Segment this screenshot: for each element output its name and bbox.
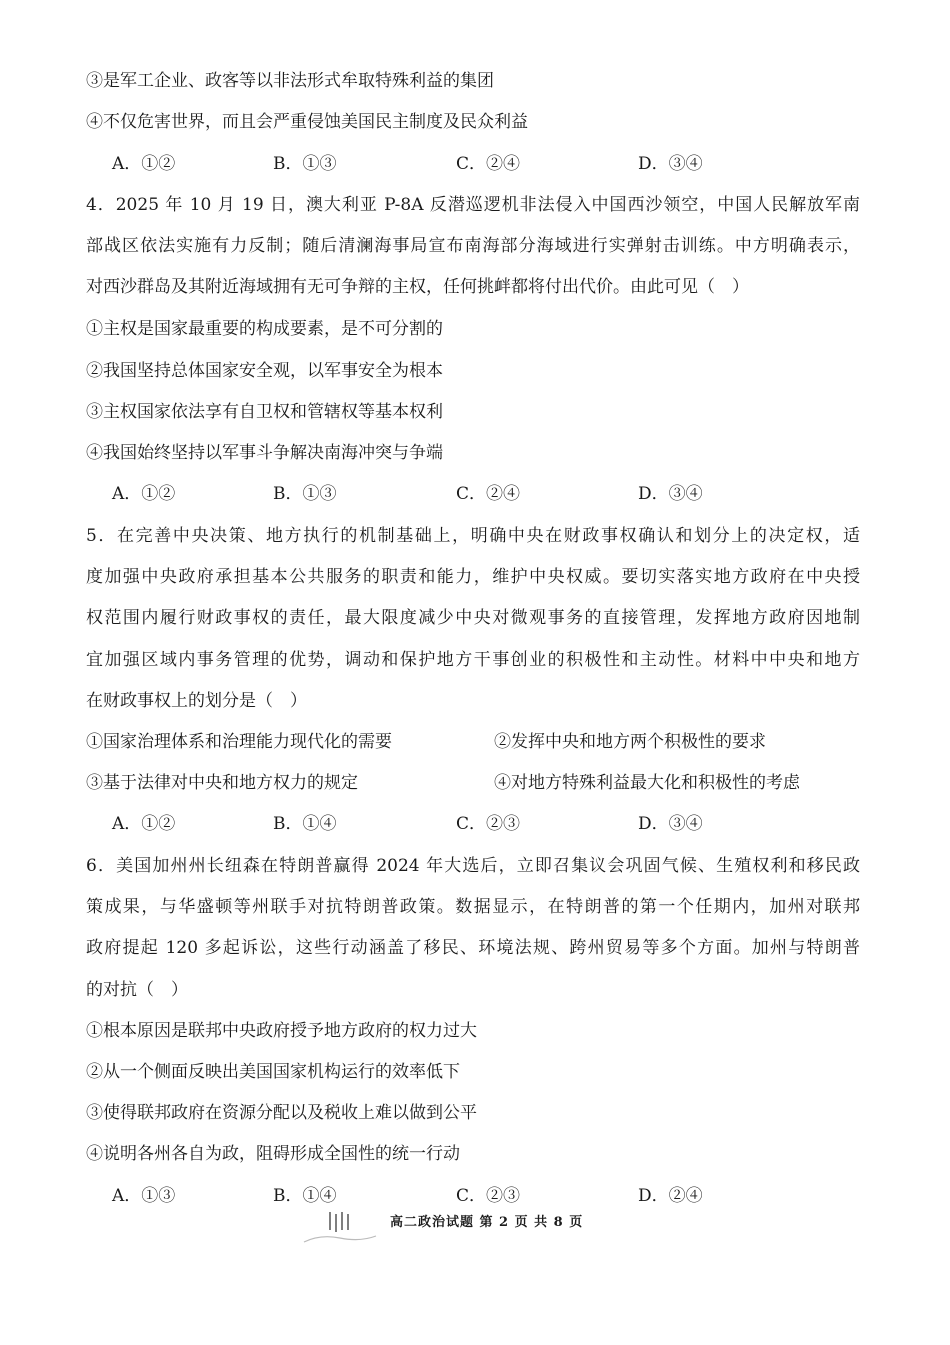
q6-option-a: A．①③ — [112, 1186, 176, 1206]
q3-option-a: A．①② — [112, 154, 176, 174]
scan-scribble-mark — [300, 1208, 380, 1248]
q3-item-4: ④不仅危害世界，而且会严重侵蚀美国民主制度及民众利益 — [86, 112, 528, 132]
q6-stem-line: 6．美国加州州长纽森在特朗普赢得 2024 年大选后，立即召集议会巩固气候、生殖权利和移民政 — [86, 856, 860, 876]
q5-stem-line: 宜加强区域内事务管理的优势，调动和保护地方干事创业的积极性和主动性。材料中中央和地方 — [86, 650, 860, 670]
q4-stem-line: 部战区依法实施有力反制；随后清澜海事局宣布南海部分海域进行实弹射击训练。中方明确表示， — [86, 236, 860, 256]
q3-option-b: B．①③ — [273, 154, 337, 174]
q4-item-2: ②我国坚持总体国家安全观，以军事安全为根本 — [86, 361, 443, 381]
q4-option-b: B．①③ — [273, 484, 337, 504]
q3-option-d: D．③④ — [638, 154, 703, 174]
q5-item-4: ④对地方特殊利益最大化和积极性的考虑 — [494, 773, 800, 793]
q5-item-1: ①国家治理体系和治理能力现代化的需要 — [86, 732, 392, 752]
q5-stem-line: 5．在完善中央决策、地方执行的机制基础上，明确中央在财政事权确认和划分上的决定权，适 — [86, 526, 860, 546]
q5-stem-line: 度加强中央政府承担基本公共服务的职责和能力，维护中央权威。要切实落实地方政府在中央授 — [86, 567, 860, 587]
q4-item-4: ④我国始终坚持以军事斗争解决南海冲突与争端 — [86, 443, 443, 463]
page-footer: 高二政治试题 第 2 页 共 8 页 — [390, 1215, 584, 1230]
q6-stem-line: 政府提起 120 多起诉讼，这些行动涵盖了移民、环境法规、跨州贸易等多个方面。加州与特朗普 — [86, 938, 860, 958]
q6-stem-line: 策成果，与华盛顿等州联手对抗特朗普政策。数据显示，在特朗普的第一个任期内，加州对联邦 — [86, 897, 860, 917]
q6-stem-line: 的对抗（ ） — [86, 980, 188, 1000]
q6-item-2: ②从一个侧面反映出美国国家机构运行的效率低下 — [86, 1062, 460, 1082]
q4-option-d: D．③④ — [638, 484, 703, 504]
q6-option-d: D．②④ — [638, 1186, 703, 1206]
q4-item-3: ③主权国家依法享有自卫权和管辖权等基本权利 — [86, 402, 443, 422]
q5-option-c: C．②③ — [456, 814, 521, 834]
q6-option-c: C．②③ — [456, 1186, 521, 1206]
q3-item-3: ③是军工企业、政客等以非法形式牟取特殊利益的集团 — [86, 71, 494, 91]
q6-item-4: ④说明各州各自为政，阻碍形成全国性的统一行动 — [86, 1144, 460, 1164]
q4-option-c: C．②④ — [456, 484, 521, 504]
q5-option-b: B．①④ — [273, 814, 337, 834]
q6-item-1: ①根本原因是联邦中央政府授予地方政府的权力过大 — [86, 1021, 477, 1041]
q4-stem-line: 4．2025 年 10 月 19 日，澳大利亚 P-8A 反潜巡逻机非法侵入中国西沙领空，中国人民解放军南 — [86, 195, 860, 215]
q3-option-c: C．②④ — [456, 154, 521, 174]
q4-stem-line: 对西沙群岛及其附近海域拥有无可争辩的主权，任何挑衅都将付出代价。由此可见（ ） — [86, 277, 749, 297]
q5-item-3: ③基于法律对中央和地方权力的规定 — [86, 773, 358, 793]
q4-option-a: A．①② — [112, 484, 176, 504]
q6-item-3: ③使得联邦政府在资源分配以及税收上难以做到公平 — [86, 1103, 477, 1123]
q5-stem-line: 在财政事权上的划分是（ ） — [86, 691, 307, 711]
q4-item-1: ①主权是国家最重要的构成要素，是不可分割的 — [86, 319, 443, 339]
q5-option-d: D．③④ — [638, 814, 703, 834]
q6-option-b: B．①④ — [273, 1186, 337, 1206]
q5-stem-line: 权范围内履行财政事权的责任，最大限度减少中央对微观事务的直接管理，发挥地方政府因地制 — [86, 608, 860, 628]
q5-option-a: A．①② — [112, 814, 176, 834]
q5-item-2: ②发挥中央和地方两个积极性的要求 — [494, 732, 766, 752]
